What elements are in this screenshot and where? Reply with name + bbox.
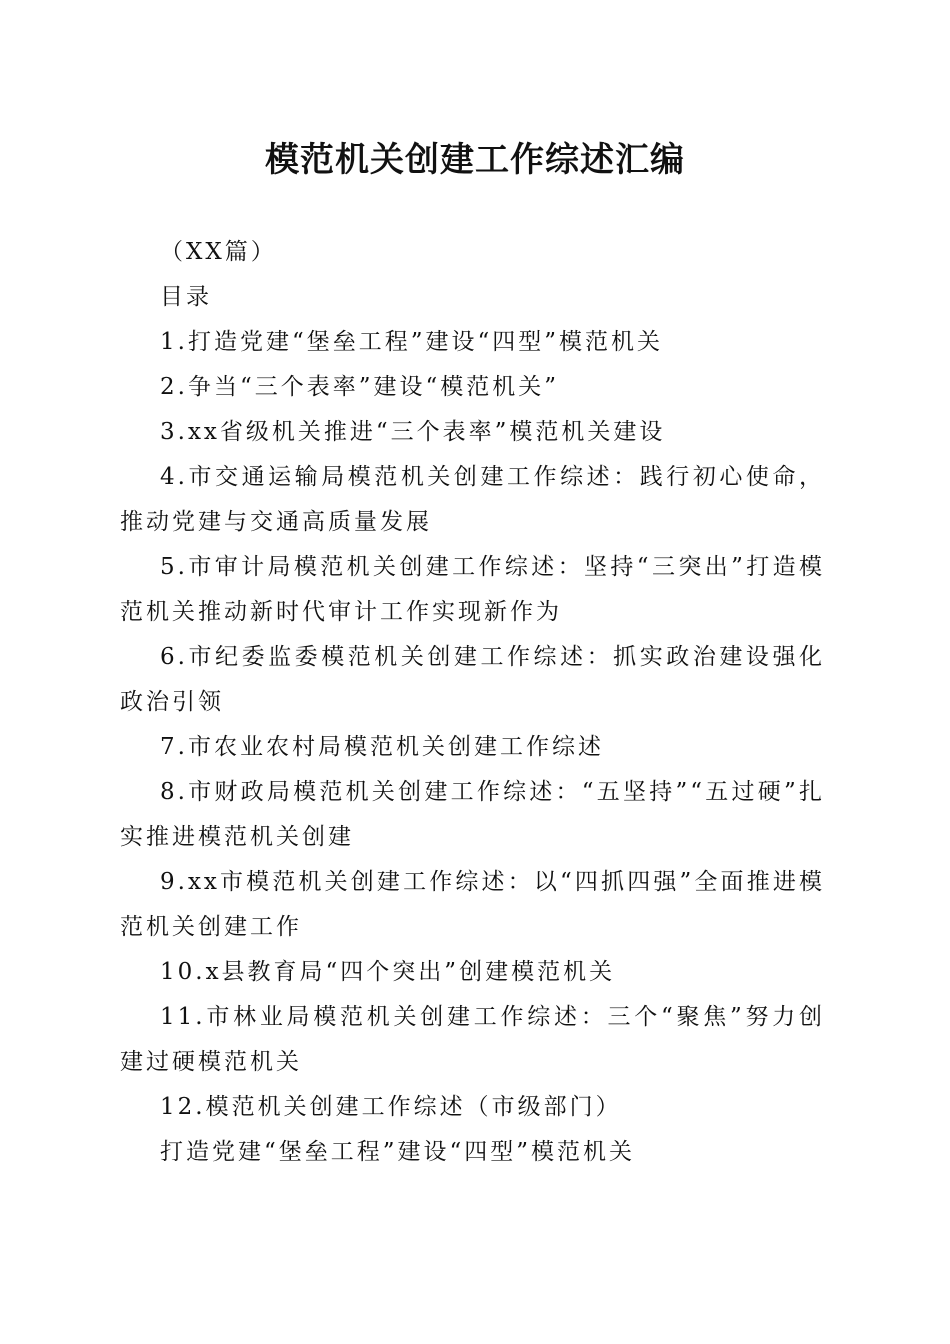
toc-heading: 目录	[160, 284, 212, 310]
toc-item: 2.争当“三个表率”建设“模范机关”	[160, 374, 559, 400]
subtitle: （XX篇）	[160, 239, 277, 265]
toc-item: 12.模范机关创建工作综述（市级部门）	[160, 1094, 622, 1120]
toc-item: 5.市审计局模范机关创建工作综述：坚持“三突出”打造模范机关推动新时代审计工作实现新作为	[120, 554, 825, 625]
toc-item: 7.市农业农村局模范机关创建工作综述	[160, 734, 604, 760]
toc-item: 3.xx省级机关推进“三个表率”模范机关建设	[160, 419, 666, 445]
document-title: 模范机关创建工作综述汇编	[265, 140, 685, 180]
document-body	[120, 230, 825, 1175]
toc-item: 11.市林业局模范机关创建工作综述：三个“聚焦”努力创建过硬模范机关	[120, 1004, 825, 1075]
toc-item: 6.市纪委监委模范机关创建工作综述：抓实政治建设强化政治引领	[120, 644, 825, 715]
toc-item: 8.市财政局模范机关创建工作综述：“五坚持”“五过硬”扎实推进模范机关创建	[120, 779, 825, 850]
toc-item: 4.市交通运输局模范机关创建工作综述：践行初心使命，推动党建与交通高质量发展	[120, 464, 825, 535]
toc-item: 1.打造党建“堡垒工程”建设“四型”模范机关	[160, 329, 663, 355]
section-heading: 打造党建“堡垒工程”建设“四型”模范机关	[160, 1139, 636, 1165]
toc-item: 9.xx市模范机关创建工作综述：以“四抓四强”全面推进模范机关创建工作	[120, 869, 825, 940]
toc-item: 10.x县教育局“四个突出”创建模范机关	[160, 959, 616, 985]
